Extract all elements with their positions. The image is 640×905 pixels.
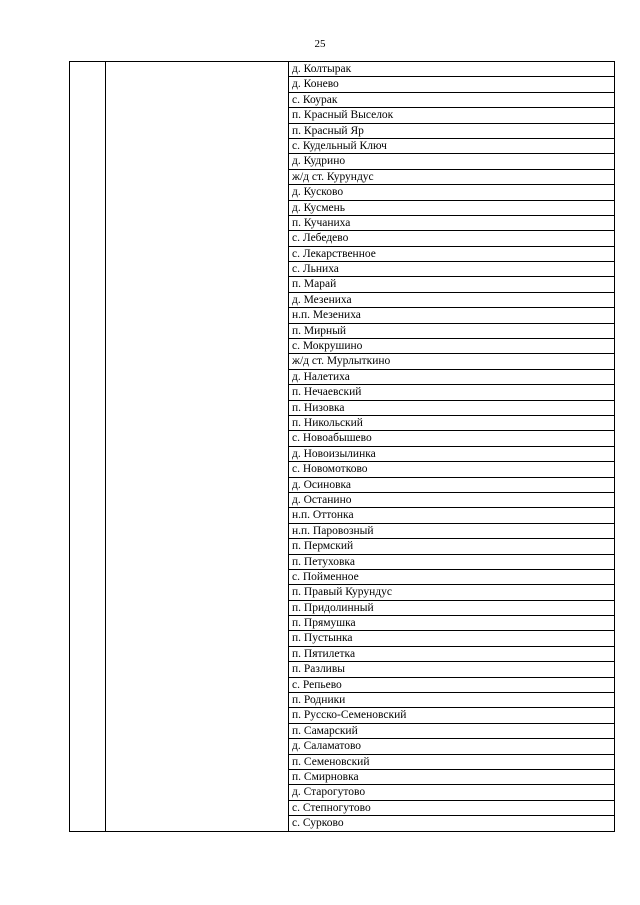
settlement-name: с. Репьево [292, 678, 342, 691]
settlement-name: с. Льниха [292, 263, 339, 276]
settlement-name: п. Кучаниха [292, 216, 351, 229]
settlement-cell [289, 62, 615, 77]
settlement-name: н.п. Мезениха [292, 309, 361, 322]
settlement-name: п. Прямушка [292, 617, 356, 630]
settlement-cell [289, 446, 615, 461]
settlement-cell [289, 354, 615, 369]
settlement-cell [289, 662, 615, 677]
settlement-cell [289, 154, 615, 169]
settlement-cell [289, 308, 615, 323]
settlement-name: д. Кудрино [292, 155, 346, 168]
table-body [70, 62, 615, 832]
settlement-cell [289, 400, 615, 415]
municipality-cell [106, 62, 289, 832]
number-cell [70, 62, 106, 832]
settlement-cell [289, 231, 615, 246]
settlement-name: п. Никольский [292, 416, 363, 429]
settlement-name: с. Коурак [292, 93, 338, 106]
settlement-name: д. Мезениха [292, 293, 352, 306]
settlement-cell [289, 816, 615, 831]
settlement-name: п. Мирный [292, 324, 347, 337]
settlement-cell [289, 262, 615, 277]
settlement-name: с. Новомотково [292, 463, 368, 476]
settlement-cell [289, 138, 615, 153]
settlement-cell [289, 631, 615, 646]
settlement-name: д. Налетиха [292, 370, 350, 383]
settlement-cell [289, 523, 615, 538]
settlement-cell [289, 277, 615, 292]
settlements-table [69, 61, 615, 832]
settlement-cell [289, 369, 615, 384]
settlement-name: п. Разливы [292, 663, 345, 676]
settlement-name: п. Родники [292, 694, 346, 707]
settlement-cell [289, 123, 615, 138]
settlement-cell [289, 616, 615, 631]
settlement-cell [289, 600, 615, 615]
settlement-name: п. Смирновка [292, 770, 359, 783]
settlement-name: п. Красный Выселок [292, 109, 394, 122]
settlement-cell [289, 708, 615, 723]
settlement-name: с. Сурково [292, 817, 344, 830]
settlement-name: д. Конево [292, 78, 339, 91]
settlement-name: п. Петуховка [292, 555, 355, 568]
settlement-cell [289, 554, 615, 569]
settlement-name: д. Кусмень [292, 201, 346, 214]
settlement-cell [289, 215, 615, 230]
settlement-name: п. Нечаевский [292, 386, 362, 399]
settlement-name: с. Степногутово [292, 801, 371, 814]
settlement-cell [289, 785, 615, 800]
settlement-name: с. Лекарственное [292, 247, 376, 260]
settlement-name: д. Кусково [292, 186, 344, 199]
settlement-cell [289, 323, 615, 338]
settlement-cell [289, 92, 615, 107]
settlement-cell [289, 508, 615, 523]
settlement-cell [289, 200, 615, 215]
settlement-name: п. Русско-Семеновский [292, 709, 407, 722]
settlement-cell [289, 569, 615, 584]
settlement-name: п. Придолинный [292, 601, 374, 614]
settlement-name: п. Красный Яр [292, 124, 364, 137]
settlement-cell [289, 585, 615, 600]
settlement-cell [289, 769, 615, 784]
settlement-cell [289, 431, 615, 446]
settlement-name: п. Самарский [292, 724, 358, 737]
settlement-cell [289, 77, 615, 92]
settlement-name: д. Новоизылинка [292, 447, 376, 460]
settlement-name: ж/д ст. Мурлыткино [292, 355, 391, 368]
settlement-name: п. Пятилетка [292, 647, 356, 660]
settlement-cell [289, 800, 615, 815]
settlement-cell [289, 185, 615, 200]
settlement-cell [289, 292, 615, 307]
page-number: 25 [314, 38, 326, 50]
settlement-cell [289, 385, 615, 400]
settlement-cell [289, 339, 615, 354]
settlement-name: с. Лебедево [292, 232, 349, 245]
settlement-name: д. Колтырак [292, 63, 352, 75]
settlement-name: п. Правый Курундус [292, 586, 393, 599]
settlement-cell [289, 169, 615, 184]
table-row [70, 62, 615, 77]
settlement-name: д. Саламатово [292, 740, 362, 753]
settlement-name: с. Новоабышево [292, 432, 372, 445]
settlement-name: с. Пойменное [292, 570, 359, 583]
settlement-cell [289, 108, 615, 123]
settlement-name: п. Марай [292, 278, 337, 291]
settlement-cell [289, 492, 615, 507]
settlement-name: ж/д ст. Курундус [292, 170, 374, 183]
settlement-cell [289, 415, 615, 430]
settlement-name: н.п. Оттонка [292, 509, 354, 522]
settlement-name: н.п. Паровозный [292, 524, 374, 537]
settlement-cell [289, 677, 615, 692]
settlement-name: п. Семеновский [292, 755, 370, 768]
settlement-name: п. Низовка [292, 401, 345, 414]
settlement-cell [289, 693, 615, 708]
settlement-cell [289, 246, 615, 261]
settlement-cell [289, 539, 615, 554]
settlement-cell [289, 754, 615, 769]
settlement-name: д. Осиновка [292, 478, 352, 491]
settlement-cell [289, 646, 615, 661]
settlement-name: с. Кудельный Ключ [292, 139, 387, 152]
settlement-name: п. Пустынка [292, 632, 353, 645]
settlement-name: п. Пермский [292, 540, 354, 553]
settlement-name: с. Мокрушино [292, 340, 363, 353]
settlement-name: д. Останино [292, 493, 352, 506]
settlement-cell [289, 462, 615, 477]
settlement-cell [289, 477, 615, 492]
settlement-cell [289, 723, 615, 738]
settlement-name: д. Старогутово [292, 786, 366, 799]
settlement-cell [289, 739, 615, 754]
